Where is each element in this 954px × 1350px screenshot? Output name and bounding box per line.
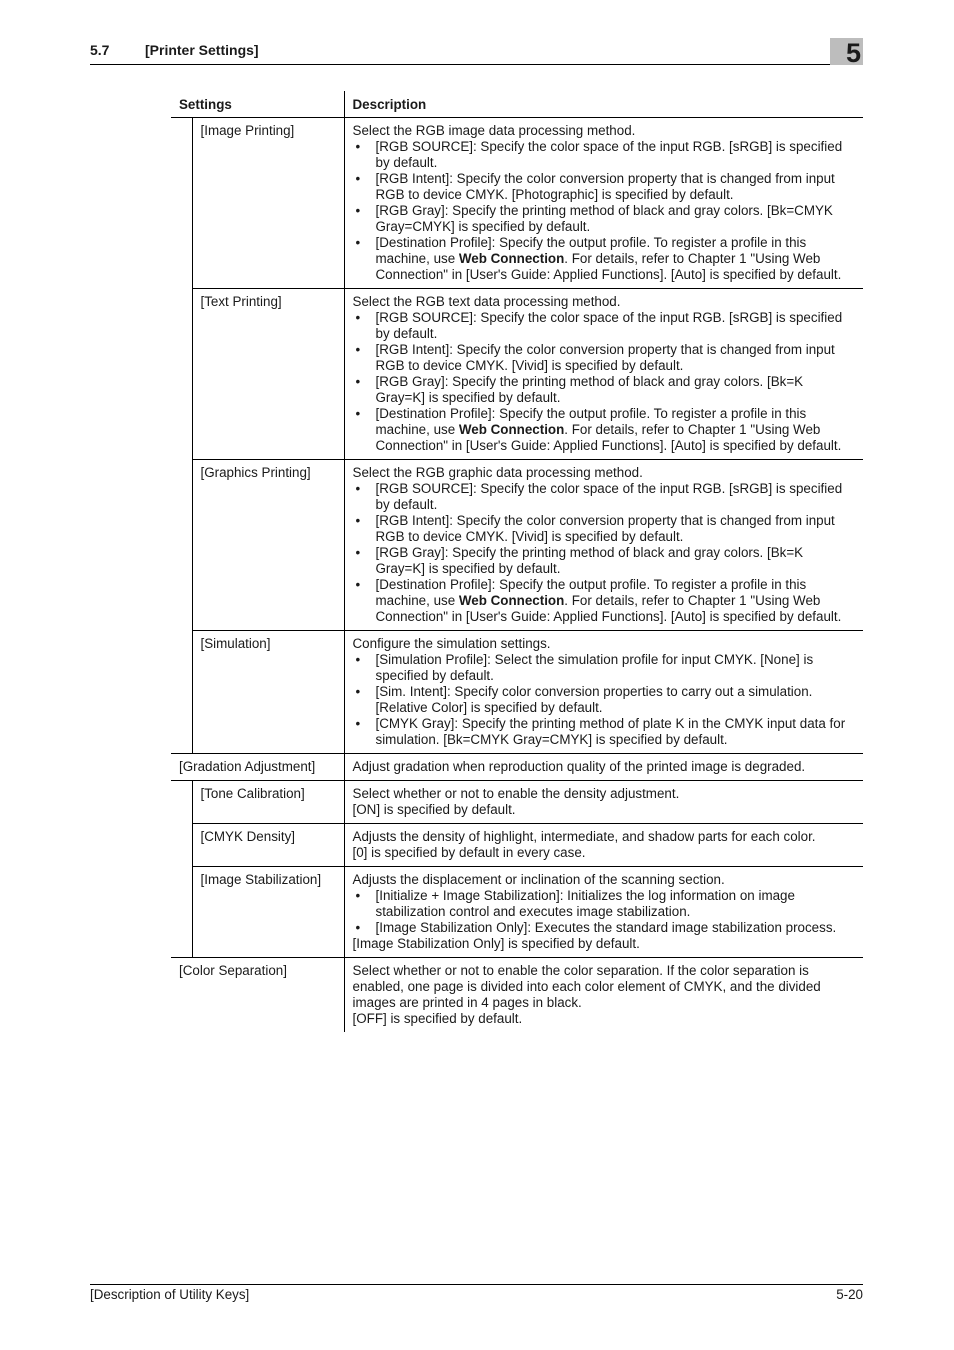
setting-description (344, 867, 863, 958)
list-item-text: . For details, refer to Chapter 1 "Using Web Connection" in [User's Guide: Applied Functions]. [Auto] is specified by default. (375, 422, 842, 453)
list-item-text: [Destination Profile]: Specify the output profile. To register a profile in this machine, use (375, 235, 807, 266)
setting-name: [Graphics Printing] (192, 460, 344, 631)
setting-name: [CMYK Density] (192, 824, 344, 867)
setting-name: [Image Printing] (192, 118, 344, 289)
description-intro: Adjusts the displacement or inclination of the scanning section. (352, 872, 725, 887)
table-row (171, 118, 863, 289)
default-value-note: [0] is specified by default in every case. (352, 845, 586, 860)
setting-description (344, 289, 863, 460)
description-intro: Adjusts the density of highlight, intermediate, and shadow parts for each color. (352, 829, 816, 844)
list-item-text: [Destination Profile]: Specify the output profile. To register a profile in this machine, use (375, 406, 807, 437)
list-item (353, 684, 856, 716)
description-intro: Select whether or not to enable the color separation. If the color separation is enabled, one page is divided into each color element of CMYK, and the divided images are printed in 4 pages in black. (352, 963, 821, 1010)
setting-description (344, 118, 863, 289)
section-header (90, 42, 259, 58)
option-list (353, 310, 856, 454)
option-list (353, 481, 856, 625)
indent-cell (171, 118, 192, 289)
list-item (353, 203, 856, 235)
list-item (353, 171, 856, 203)
setting-description (344, 631, 863, 754)
list-item-text: [Image Stabilization Only]: Executes the standard image stabilization process. (375, 920, 837, 935)
section-number: 5.7 (90, 42, 110, 58)
setting-name: [Color Separation] (179, 963, 287, 978)
setting-name: [Simulation] (192, 631, 344, 754)
table-row (171, 631, 863, 754)
web-connection-term: Web Connection (458, 593, 565, 608)
setting-description (344, 781, 863, 824)
list-item-text: . For details, refer to Chapter 1 "Using Web Connection" in [User's Guide: Applied Functions]. [Auto] is specified by default. (375, 251, 842, 282)
list-item-text: [CMYK Gray]: Specify the printing method of plate K in the CMYK input data for simulation. [Bk=CMYK Gray=CMYK] is specified by default. (375, 716, 846, 747)
option-list (353, 888, 856, 936)
list-item-text: [RGB Intent]: Specify the color conversion property that is changed from input RGB to device CMYK. [Vivid] is specified by default. (375, 513, 835, 544)
list-item (353, 920, 856, 936)
list-item (353, 513, 856, 545)
setting-description (344, 754, 863, 781)
list-item-text: [Initialize + Image Stabilization]: Initializes the log information on image stabilization control and executes image stabilization. (375, 888, 795, 919)
list-item (353, 310, 856, 342)
indent-cell (171, 289, 192, 460)
page-number: 5-20 (836, 1287, 863, 1302)
table-header-row (171, 91, 863, 118)
table-body (171, 118, 863, 1033)
setting-description (344, 958, 863, 1033)
description-column-header: Description (344, 91, 863, 118)
setting-name: [Text Printing] (192, 289, 344, 460)
chapter-tab: 5 (830, 38, 863, 65)
web-connection-term: Web Connection (458, 251, 565, 266)
indent-cell (171, 460, 192, 631)
table-row (171, 958, 863, 1033)
list-item-text: [Simulation Profile]: Select the simulation profile for input CMYK. [None] is specified by default. (375, 652, 814, 683)
settings-column-header: Settings (171, 91, 344, 118)
option-list (353, 652, 856, 748)
list-item (353, 545, 856, 577)
setting-description (344, 824, 863, 867)
list-item-text: [RGB Intent]: Specify the color conversion property that is changed from input RGB to device CMYK. [Photographic] is specified by default. (375, 171, 835, 202)
setting-name: [Image Stabilization] (192, 867, 344, 958)
list-item-text: [RGB SOURCE]: Specify the color space of the input RGB. [sRGB] is specified by default. (375, 310, 843, 341)
section-title: [Printer Settings] (145, 42, 259, 58)
list-item-text: [RGB SOURCE]: Specify the color space of the input RGB. [sRGB] is specified by default. (375, 481, 843, 512)
indent-cell (171, 631, 192, 754)
option-list (353, 139, 856, 283)
default-value-note: [OFF] is specified by default. (352, 1011, 523, 1026)
list-item (353, 235, 856, 283)
footer-chapter-title: [Description of Utility Keys] (90, 1287, 250, 1302)
table-row (171, 781, 863, 824)
table-row (171, 754, 863, 781)
list-item (353, 139, 856, 171)
list-item-text: [RGB Gray]: Specify the printing method of black and gray colors. [Bk=CMYK Gray=CMYK] is specified by default. (375, 203, 833, 234)
list-item (353, 342, 856, 374)
indent-cell (171, 824, 192, 867)
table-row (171, 824, 863, 867)
list-item-text: [RGB SOURCE]: Specify the color space of the input RGB. [sRGB] is specified by default. (375, 139, 843, 170)
list-item (353, 577, 856, 625)
description-intro: Adjust gradation when reproduction quality of the printed image is degraded. (352, 759, 806, 774)
default-value-note: [ON] is specified by default. (352, 802, 516, 817)
list-item-text: [Destination Profile]: Specify the output profile. To register a profile in this machine, use (375, 577, 807, 608)
list-item (353, 652, 856, 684)
description-intro: Select the RGB image data processing method. (352, 123, 636, 138)
list-item-text: [RGB Intent]: Specify the color conversion property that is changed from input RGB to device CMYK. [Vivid] is specified by default. (375, 342, 835, 373)
header-rule (90, 64, 863, 65)
description-intro: Select the RGB graphic data processing method. (352, 465, 643, 480)
indent-cell (171, 867, 192, 958)
list-item-text: [Sim. Intent]: Specify color conversion properties to carry out a simulation. [Relative Color] is specified by default. (375, 684, 813, 715)
web-connection-term: Web Connection (458, 422, 565, 437)
table-row (171, 867, 863, 958)
list-item (353, 888, 856, 920)
table-row (171, 460, 863, 631)
list-item (353, 716, 856, 748)
list-item-text: [RGB Gray]: Specify the printing method of black and gray colors. [Bk=K Gray=K] is specified by default. (375, 374, 804, 405)
list-item (353, 374, 856, 406)
list-item (353, 406, 856, 454)
table-row (171, 289, 863, 460)
settings-table (171, 91, 863, 1032)
setting-description (344, 460, 863, 631)
list-item-text: . For details, refer to Chapter 1 "Using Web Connection" in [User's Guide: Applied Functions]. [Auto] is specified by default. (375, 593, 842, 624)
description-intro: Select whether or not to enable the density adjustment. (352, 786, 680, 801)
setting-name: [Tone Calibration] (192, 781, 344, 824)
footer-rule (90, 1284, 863, 1285)
setting-name: [Gradation Adjustment] (171, 754, 344, 781)
list-item (353, 481, 856, 513)
indent-cell (171, 781, 192, 824)
description-intro: Select the RGB text data processing method. (352, 294, 621, 309)
list-item-text: [RGB Gray]: Specify the printing method of black and gray colors. [Bk=K Gray=K] is specified by default. (375, 545, 804, 576)
description-intro: Configure the simulation settings. (352, 636, 551, 651)
default-value-note: [Image Stabilization Only] is specified by default. (352, 936, 640, 951)
